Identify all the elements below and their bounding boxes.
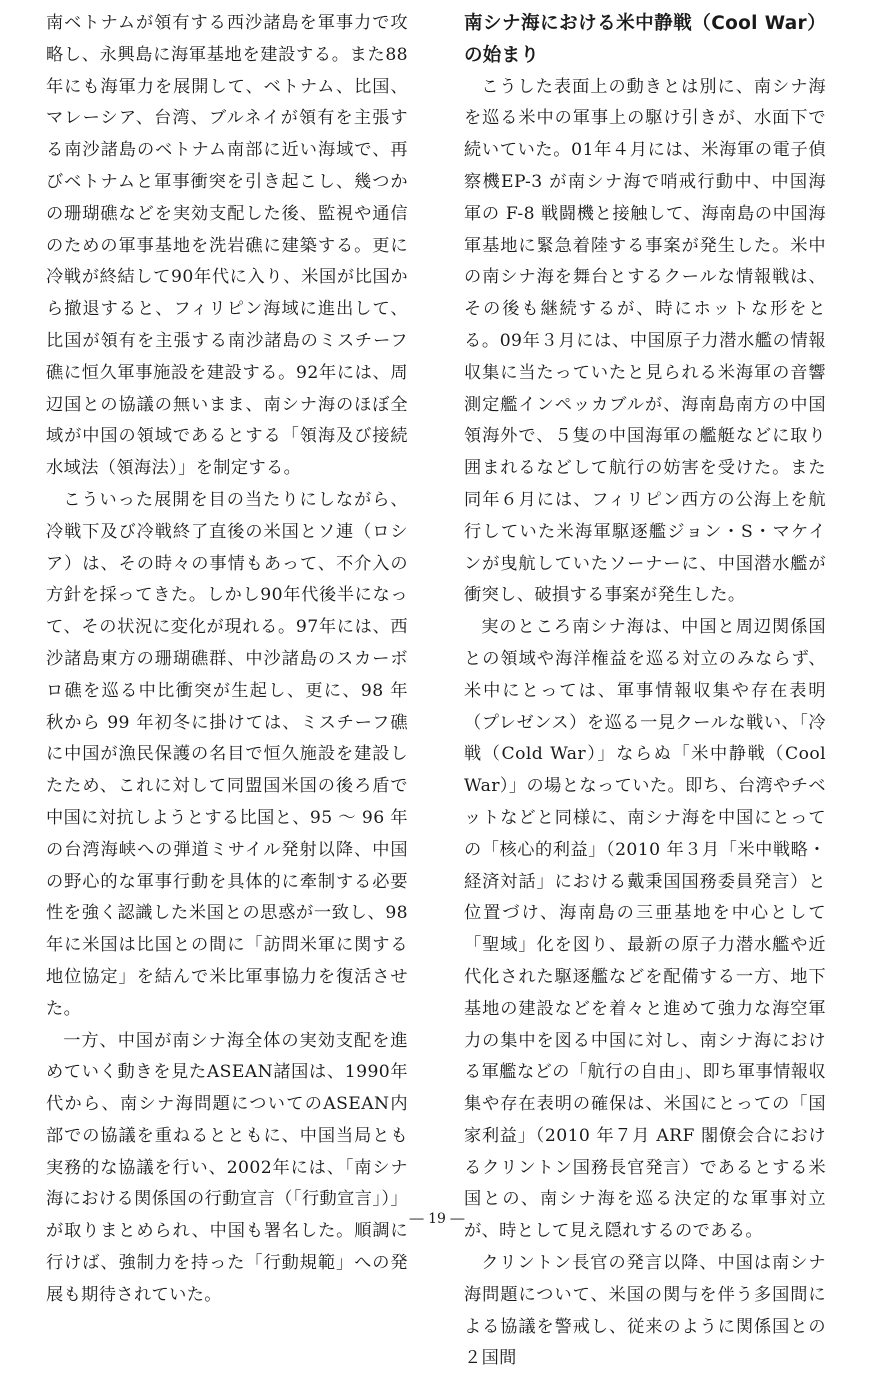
section-heading: 南シナ海における米中静戦（Cool War）の始まり: [464, 13, 826, 66]
paragraph: 一方、中国が南シナ海全体の実効支配を進めていく動きを見たASEAN諸国は、1990年代から、南シナ海問題についてのASEAN内部での協議を重ねるとともに、中国当局とも実務的な協議を行い、2002年には、「南シナ海における関係国の行動宣言（「行動宣言」）」が取りまとめられ、中国も署名した。順調に行けば、強制力を持った「行動規範」への発展も期待されていた。: [46, 1030, 408, 1305]
paragraph: 南ベトナムが領有する西沙諸島を軍事力で攻略し、永興島に海軍基地を建設する。また88年にも海軍力を展開して、ベトナム、比国、マレーシア、台湾、ブルネイが領有を主張する南沙諸島のベトナム南部に近い海域で、再びベトナムと軍事衝突を引き起こし、幾つかの珊瑚礁などを実効支配した後、監視や通信のための軍事基地を洗岩礁に建築する。更に冷戦が終結して90年代に入り、米国が比国から撤退すると、フィリピン海域に進出して、比国が領有を主張する南沙諸島のミスチーフ礁に恒久軍事施設を建設する。92年には、周辺国との協議の無いまま、南シナ海のほぼ全域が中国の領域であるとする「領海及び接続水域法（領海法）」を制定する。: [46, 13, 408, 479]
paragraph: こういった展開を目の当たりにしながら、冷戦下及び冷戦終了直後の米国とソ連（ロシア）は、その時々の事情もあって、不介入の方針を採ってきた。しかし90年代後半になって、その状況に変化が現れる。97年には、西沙諸島東方の珊瑚礁群、中沙諸島のスカーボロ礁を巡る中比衝突が生起し、更に、98 年秋から 99 年初冬に掛けては、ミスチーフ礁に中国が漁民保護の名目で恒久施設を建設したため、これに対して同盟国米国の後ろ盾で中国に対抗しようとする比国と、95 ～ 96 年の台湾海峡への弾道ミサイル発射以降、中国の野心的な軍事行動を具体的に牽制する必要性を強く認識した米国との思惑が一致し、98年に米国は比国との間に「訪問米軍に関する地位協定」を結んで米比軍事協力を復活させた。: [46, 489, 408, 1019]
page-number: ― 19 ―: [409, 1211, 465, 1227]
paragraph: クリントン長官の発言以降、中国は南シナ海問題について、米国の関与を伴う多国間による協議を警戒し、従来のように関係国との２国間: [464, 1253, 826, 1369]
left-column: [46, 8, 408, 1312]
paragraph: こうした表面上の動きとは別に、南シナ海を巡る米中の軍事上の駆け引きが、水面下で続いていた。01年４月には、米海軍の電子偵察機EP-3 が南シナ海で哨戒行動中、中国海軍の F-8 戦闘機と接触して、海南島の中国海軍基地に緊急着陸する事案が発生した。米中の南シナ海を舞台とするクールな情報戦は、その後も継続するが、時にホットな形をとる。09年３月には、中国原子力潜水艦の情報収集に当たっていたと見られる米海軍の音響測定艦インペッカブルが、海南島南方の中国領海外で、５隻の中国海軍の艦艇などに取り囲まれるなどして航行の妨害を受けた。また同年６月には、フィリピン西方の公海上を航行していた米海軍駆逐艦ジョン・S・マケインが曳航していたソーナーに、中国潜水艦が衝突し、破損する事案が発生した。: [464, 76, 826, 606]
paragraph: 実のところ南シナ海は、中国と周辺関係国との領域や海洋権益を巡る対立のみならず、米中にとっては、軍事情報収集や存在表明（プレゼンス）を巡る一見クールな戦い、「冷戦（Cold War）」ならぬ「米中静戦（Cool War）」の場となっていた。即ち、台湾やチベットなどと同様に、南シナ海を中国にとっての「核心的利益」（2010 年３月「米中戦略・経済対話」における戴秉国国務委員発言）と位置づけ、海南島の三亜基地を中心として「聖域」化を図り、最新の原子力潜水艦や近代化された駆逐艦などを配備する一方、地下基地の建設などを着々と進めて強力な海空軍力の集中を図る中国に対し、南シナ海における軍艦などの「航行の自由」、即ち軍事情報収集や存在表明の確保は、米国にとっての「国家利益」（2010 年７月 ARF 閣僚会合におけるクリントン国務長官発言）であるとする米国との、南シナ海を巡る決定的な軍事対立が、時として見え隠れするのである。: [464, 617, 826, 1242]
right-column: [464, 8, 826, 1375]
